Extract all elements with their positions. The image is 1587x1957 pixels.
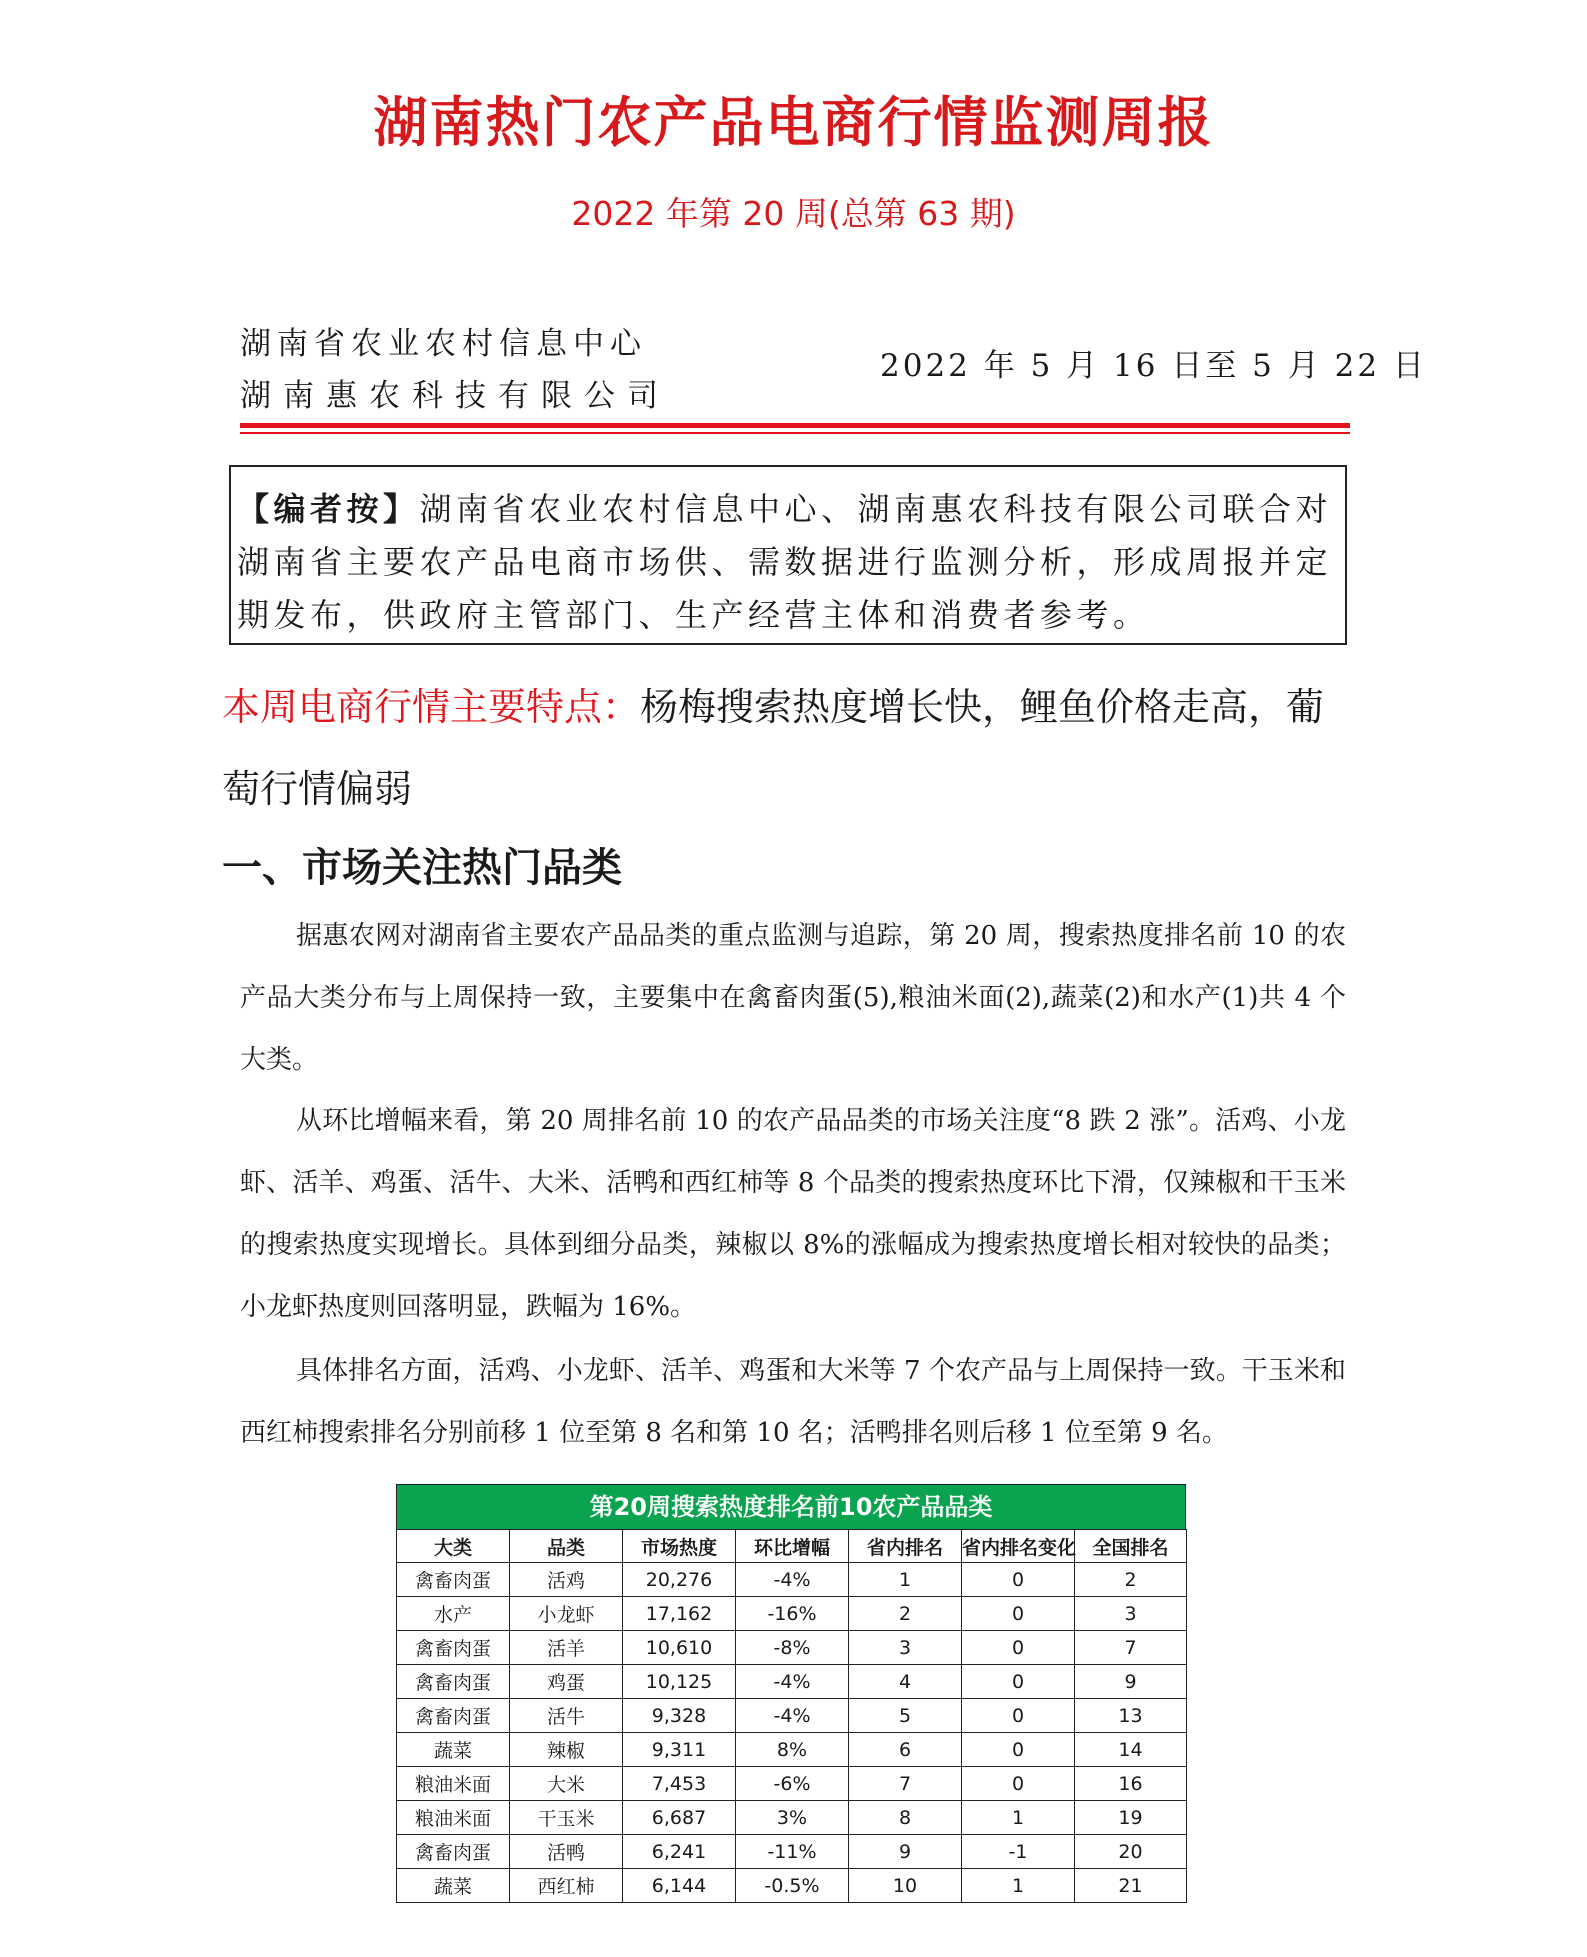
table-row [397, 1665, 1187, 1699]
table-row [397, 1801, 1187, 1835]
header-divider-thick [240, 423, 1350, 428]
table-header-row [397, 1530, 1187, 1563]
column-header: 省内排名 [849, 1530, 962, 1563]
cell-heat: 9,328 [623, 1699, 736, 1733]
date-range: 2022 年 5 月 16 日至 5 月 22 日 [880, 348, 1427, 384]
table-row [397, 1733, 1187, 1767]
cell-national-rank: 14 [1075, 1733, 1187, 1767]
cell-change: -8% [736, 1631, 849, 1665]
cell-province-rank: 7 [849, 1767, 962, 1801]
paragraph: 具体排名方面，活鸡、小龙虾、活羊、鸡蛋和大米等 7 个农产品与上周保持一致。干玉米和西红柿搜索排名分别前移 1 位至第 8 名和第 10 名；活鸭排名则后移 1 位至第 9 名。 [240, 1356, 1346, 1448]
cell-rank-change: -1 [962, 1835, 1075, 1869]
cell-category: 禽畜肉蛋 [397, 1835, 510, 1869]
table-title: 第20周搜索热度排名前10农产品品类 [396, 1484, 1186, 1529]
table-row [397, 1869, 1187, 1903]
editor-note-box [229, 465, 1347, 645]
table-row [397, 1699, 1187, 1733]
cell-product: 鸡蛋 [510, 1665, 623, 1699]
features-text: 杨梅搜索热度增长快，鲤鱼价格走高，葡萄行情偏弱 [222, 685, 1325, 811]
cell-rank-change: 1 [962, 1801, 1075, 1835]
paragraph: 据惠农网对湖南省主要农产品品类的重点监测与追踪，第 20 周，搜索热度排名前 10 的农产品大类分布与上周保持一致，主要集中在禽畜肉蛋(5),粮油米面(2),蔬菜(2)和水产(1)共 4 个大类。 [240, 921, 1346, 1075]
cell-heat: 6,241 [623, 1835, 736, 1869]
cell-national-rank: 21 [1075, 1869, 1187, 1903]
column-header: 品类 [510, 1530, 623, 1563]
cell-product: 干玉米 [510, 1801, 623, 1835]
cell-province-rank: 6 [849, 1733, 962, 1767]
cell-change: -4% [736, 1665, 849, 1699]
table-row [397, 1597, 1187, 1631]
cell-province-rank: 10 [849, 1869, 962, 1903]
column-header: 环比增幅 [736, 1530, 849, 1563]
cell-rank-change: 0 [962, 1597, 1075, 1631]
cell-change: -4% [736, 1563, 849, 1597]
features-lead: 本周电商行情主要特点： [222, 685, 641, 729]
cell-rank-change: 0 [962, 1733, 1075, 1767]
ranking-table-grid [396, 1529, 1187, 1903]
table-row [397, 1563, 1187, 1597]
cell-rank-change: 0 [962, 1665, 1075, 1699]
cell-national-rank: 3 [1075, 1597, 1187, 1631]
cell-province-rank: 2 [849, 1597, 962, 1631]
cell-national-rank: 19 [1075, 1801, 1187, 1835]
cell-national-rank: 20 [1075, 1835, 1187, 1869]
cell-product: 小龙虾 [510, 1597, 623, 1631]
cell-heat: 10,610 [623, 1631, 736, 1665]
cell-change: -6% [736, 1767, 849, 1801]
editor-note-text: 湖南省农业农村信息中心、湖南惠农科技有限公司联合对湖南省主要农产品电商市场供、需数据进行监测分析，形成周报并定期发布，供政府主管部门、生产经营主体和消费者参考。 [237, 490, 1333, 634]
cell-heat: 7,453 [623, 1767, 736, 1801]
cell-rank-change: 0 [962, 1699, 1075, 1733]
section-heading: 一、市场关注热门品类 [222, 845, 622, 891]
cell-product: 西红柿 [510, 1869, 623, 1903]
cell-national-rank: 7 [1075, 1631, 1187, 1665]
cell-province-rank: 3 [849, 1631, 962, 1665]
cell-change: -16% [736, 1597, 849, 1631]
cell-heat: 9,311 [623, 1733, 736, 1767]
cell-change: -0.5% [736, 1869, 849, 1903]
cell-province-rank: 4 [849, 1665, 962, 1699]
publisher-org-1: 湖南省农业农村信息中心 [240, 326, 647, 362]
cell-product: 活鸡 [510, 1563, 623, 1597]
cell-category: 水产 [397, 1597, 510, 1631]
cell-product: 辣椒 [510, 1733, 623, 1767]
weekly-features [222, 666, 1362, 830]
cell-province-rank: 9 [849, 1835, 962, 1869]
cell-rank-change: 0 [962, 1563, 1075, 1597]
table-row [397, 1631, 1187, 1665]
cell-change: 3% [736, 1801, 849, 1835]
cell-heat: 20,276 [623, 1563, 736, 1597]
cell-category: 粮油米面 [397, 1801, 510, 1835]
cell-product: 活鸭 [510, 1835, 623, 1869]
cell-product: 大米 [510, 1767, 623, 1801]
cell-category: 禽畜肉蛋 [397, 1665, 510, 1699]
cell-rank-change: 0 [962, 1767, 1075, 1801]
cell-national-rank: 13 [1075, 1699, 1187, 1733]
cell-heat: 6,687 [623, 1801, 736, 1835]
cell-national-rank: 2 [1075, 1563, 1187, 1597]
cell-national-rank: 16 [1075, 1767, 1187, 1801]
table-row [397, 1835, 1187, 1869]
cell-heat: 17,162 [623, 1597, 736, 1631]
page-title: 湖南热门农产品电商行情监测周报 [373, 91, 1214, 154]
cell-province-rank: 8 [849, 1801, 962, 1835]
cell-heat: 10,125 [623, 1665, 736, 1699]
cell-category: 蔬菜 [397, 1869, 510, 1903]
cell-change: -11% [736, 1835, 849, 1869]
cell-change: -4% [736, 1699, 849, 1733]
editor-note-tag: 【编者按】 [237, 490, 420, 528]
cell-product: 活牛 [510, 1699, 623, 1733]
cell-province-rank: 5 [849, 1699, 962, 1733]
cell-rank-change: 0 [962, 1631, 1075, 1665]
paragraph: 从环比增幅来看，第 20 周排名前 10 的农产品品类的市场关注度“8 跌 2 涨”。活鸡、小龙虾、活羊、鸡蛋、活牛、大米、活鸭和西红柿等 8 个品类的搜索热度环比下滑，仅辣椒和干玉米的搜索热度实现增长。具体到细分品类，辣椒以 8%的涨幅成为搜索热度增长相对较快的品类；小龙虾热度则回落明显，跌幅为 16%。 [240, 1106, 1346, 1322]
publisher-org-2: 湖南惠农科技有限公司 [240, 378, 670, 414]
cell-province-rank: 1 [849, 1563, 962, 1597]
table-row [397, 1767, 1187, 1801]
cell-product: 活羊 [510, 1631, 623, 1665]
cell-national-rank: 9 [1075, 1665, 1187, 1699]
issue-number: 2022 年第 20 周(总第 63 期) [571, 194, 1016, 233]
column-header: 全国排名 [1075, 1530, 1187, 1563]
header-divider-thin [240, 432, 1350, 434]
cell-category: 禽畜肉蛋 [397, 1631, 510, 1665]
cell-category: 粮油米面 [397, 1767, 510, 1801]
ranking-table [396, 1484, 1186, 1903]
cell-category: 禽畜肉蛋 [397, 1563, 510, 1597]
column-header: 大类 [397, 1530, 510, 1563]
cell-heat: 6,144 [623, 1869, 736, 1903]
cell-category: 禽畜肉蛋 [397, 1699, 510, 1733]
cell-rank-change: 1 [962, 1869, 1075, 1903]
column-header: 市场热度 [623, 1530, 736, 1563]
column-header: 省内排名变化 [962, 1530, 1075, 1563]
cell-change: 8% [736, 1733, 849, 1767]
cell-category: 蔬菜 [397, 1733, 510, 1767]
